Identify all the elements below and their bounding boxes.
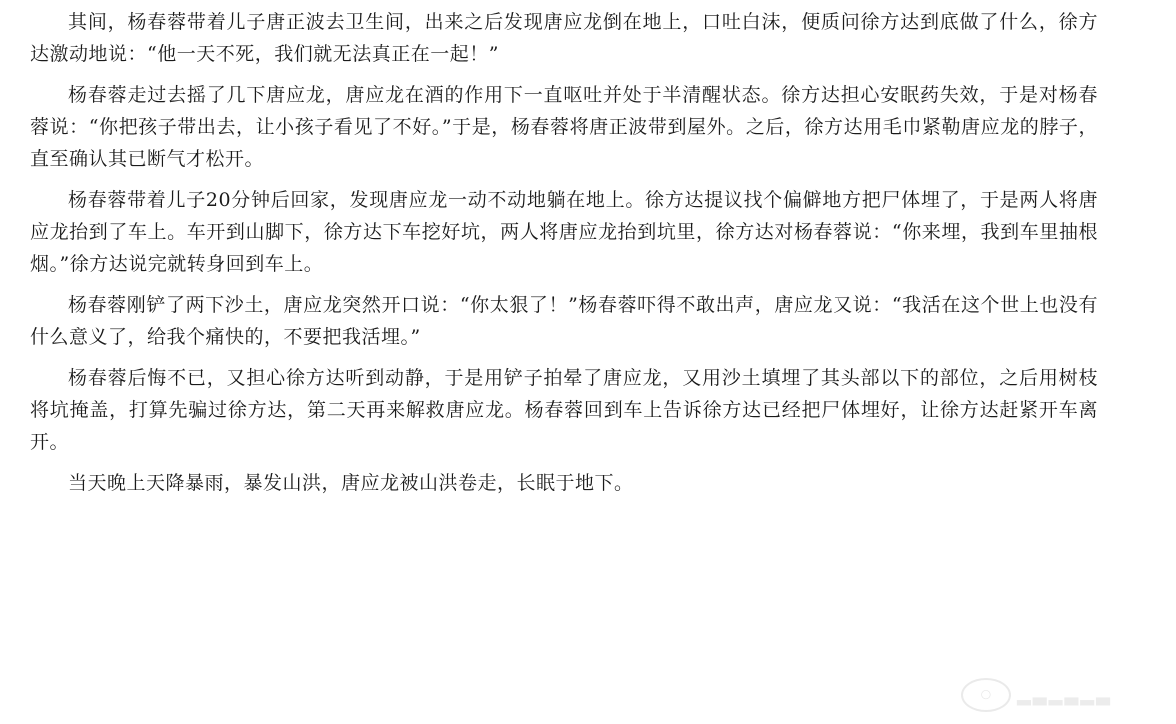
document-body xyxy=(30,6,1098,508)
paragraph-1: 其间，杨春蓉带着儿子唐正波去卫生间，出来之后发现唐应龙倒在地上，口吐白沫，便质问徐方达到底做了什么，徐方达激动地说：“他一天不死，我们就无法真正在一起！” xyxy=(30,11,1098,65)
watermark xyxy=(961,678,1112,712)
watermark-logo-icon: ◯ xyxy=(961,678,1011,712)
paragraph-4: 杨春蓉刚铲了两下沙土，唐应龙突然开口说：“你太狠了！”杨春蓉吓得不敢出声，唐应龙又说：“我活在这个世上也没有什么意义了，给我个痛快的，不要把我活埋。” xyxy=(30,294,1098,348)
paragraph-6: 当天晚上天降暴雨，暴发山洪，唐应龙被山洪卷走，长眠于地下。 xyxy=(68,472,634,494)
paragraph-5: 杨春蓉后悔不已，又担心徐方达听到动静，于是用铲子拍晕了唐应龙，又用沙土填埋了其头部以下的部位，之后用树枝将坑掩盖，打算先骗过徐方达，第二天再来解救唐应龙。杨春蓉回到车上告诉徐方达已经把尸体埋好，让徐方达赶紧开车离开。 xyxy=(30,367,1098,453)
paragraph-2: 杨春蓉走过去摇了几下唐应龙，唐应龙在酒的作用下一直呕吐并处于半清醒状态。徐方达担心安眠药失效，于是对杨春蓉说：“你把孩子带出去，让小孩子看见了不好。”于是，杨春蓉将唐正波带到屋外。之后，徐方达用毛巾紧勒唐应龙的脖子，直至确认其已断气才松开。 xyxy=(30,84,1098,170)
watermark-text: ▂▃▂▃▂▃ xyxy=(1016,684,1112,706)
paragraph-3: 杨春蓉带着儿子20分钟后回家，发现唐应龙一动不动地躺在地上。徐方达提议找个偏僻地方把尸体埋了，于是两人将唐应龙抬到了车上。车开到山脚下，徐方达下车挖好坑，两人将唐应龙抬到坑里，徐方达对杨春蓉说：“你来埋，我到车里抽根烟。”徐方达说完就转身回到车上。 xyxy=(30,189,1098,275)
